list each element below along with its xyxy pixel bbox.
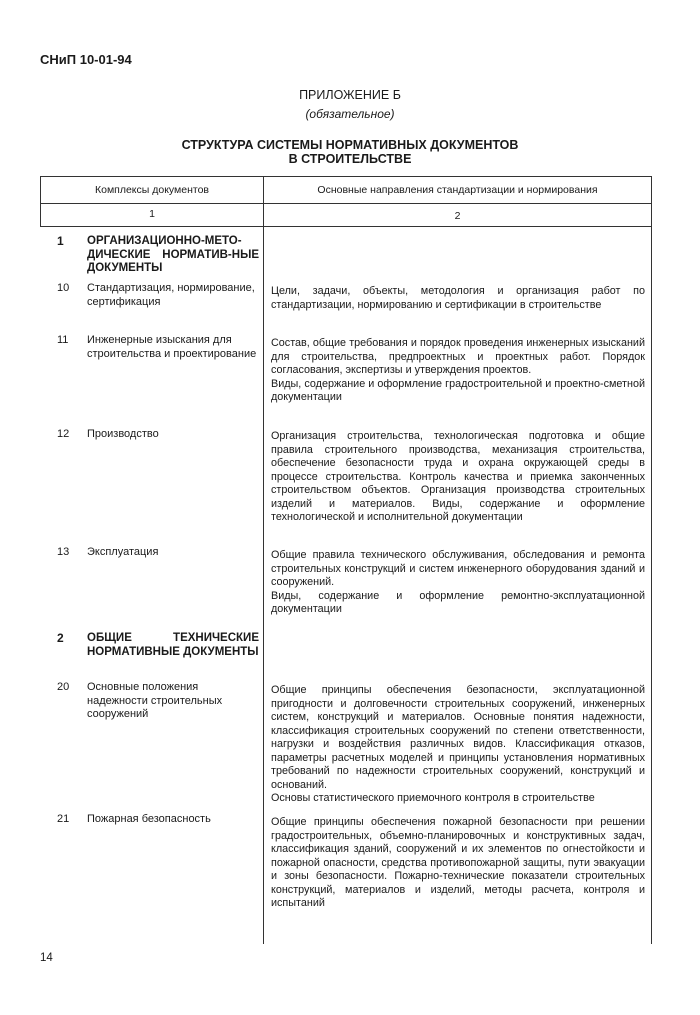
table-header-divider: [40, 203, 652, 204]
row-name: Основные положения надежности строительных сооружений: [87, 681, 223, 720]
description-paragraph: Общие принципы обеспечения пожарной безопасности при решении градостроительных, объемно-планировочных и конструктивных задач, классификация зданий, сооружений и их элементов по огнестойкости и пожарной опасности, средства противопожарной защиты, пути эвакуации и зоны безопасности. Пожарно-технические показатели строительных конструкций, материалов и изделий, методы расчета, контроля и испытаний: [271, 816, 645, 909]
row-number: 1: [57, 234, 64, 248]
row-description: [271, 337, 645, 405]
description-paragraph: Цели, задачи, объекты, методология и организация работ по стандартизации, нормированию и сертификации в строительстве: [271, 285, 645, 311]
description-paragraph: Организация строительства, технологическая подготовка и общие правила строительного производства, механизация строительства, обеспечение безопасности труда и охрана окружающей среды в процессе строительства. Контроль качества и приемка законченных строительством объектов. Организация производства строительных изделий и материалов. Виды, содержание и оформление технологической и исполнительной документации: [271, 430, 645, 523]
row-description: [271, 285, 645, 312]
description-paragraph: Виды, содержание и оформление ремонтно-эксплуатационной документации: [271, 589, 645, 615]
table-top-border: [40, 176, 652, 177]
col1-number: 1: [149, 208, 155, 220]
row-name: Инженерные изыскания для строительства и проектирование: [87, 334, 257, 360]
title-line-1: СТРУКТУРА СИСТЕМЫ НОРМАТИВНЫХ ДОКУМЕНТОВ: [181, 138, 519, 152]
description-paragraph: Общие правила технического обслуживания, обследования и ремонта строительных конструкций и систем инженерного оборудования зданий и сооружений.: [271, 549, 645, 588]
row-number: 10: [57, 282, 70, 294]
row-description: [271, 549, 645, 617]
description-paragraph: Общие принципы обеспечения безопасности, эксплуатационной пригодности и долговечности строительных сооружений, инженерных систем, конструкций и материалов. Основные понятия надежности, классификация строительных сооружений по степени ответственности, нагрузки и воздействия различных видов. Классификация отказов, параметры расчетных моделей и принципы установления нормативных требований по надежности строительных сооружений, конструкций и оснований.: [271, 684, 645, 791]
col1-header: Комплексы документов: [94, 184, 210, 196]
row-name: Стандартизация, нормирование, сертификация: [87, 282, 255, 308]
row-number: 21: [57, 813, 70, 825]
row-description: [271, 430, 645, 525]
row-name: Пожарная безопасность: [87, 813, 211, 825]
row-name: ОРГАНИЗАЦИОННО-МЕТО-ДИЧЕСКИЕ НОРМАТИВ-НЫЕ ДОКУМЕНТЫ: [87, 235, 259, 274]
row-number: 11: [57, 334, 69, 346]
title-line-2: В СТРОИТЕЛЬСТВЕ: [288, 152, 412, 166]
col2-header: Основные направления стандартизации и нормирования: [317, 184, 598, 196]
row-name: Производство: [87, 428, 159, 440]
col2-number: 2: [454, 210, 461, 222]
document-code: СНиП 10-01-94: [40, 52, 132, 67]
description-paragraph: Состав, общие требования и порядок проведения инженерных изысканий для строительства, предпроектных и проектных работ. Порядок согласования, экспертизы и утверждения проектов.: [271, 337, 645, 376]
row-description: [271, 684, 645, 806]
row-number: 2: [57, 631, 64, 645]
description-paragraph: Виды, содержание и оформление градостроительной и проектно-сметной документации: [271, 377, 645, 403]
table-number-divider: [40, 226, 652, 227]
row-name: ОБЩИЕ ТЕХНИЧЕСКИЕ НОРМАТИВНЫЕ ДОКУМЕНТЫ: [87, 632, 259, 658]
row-number: 20: [57, 681, 70, 693]
row-name: Эксплуатация: [87, 546, 159, 558]
table-column-divider: [263, 176, 264, 944]
row-description: [271, 816, 645, 911]
appendix-note: (обязательное): [305, 107, 395, 121]
page-number: 14: [40, 952, 53, 964]
description-paragraph: Основы статистического приемочного контроля в строительстве: [271, 792, 595, 804]
table-right-border: [651, 176, 652, 944]
appendix-label: ПРИЛОЖЕНИЕ Б: [299, 88, 401, 102]
row-number: 13: [57, 546, 70, 558]
row-number: 12: [57, 428, 70, 440]
page-title: [0, 138, 700, 166]
